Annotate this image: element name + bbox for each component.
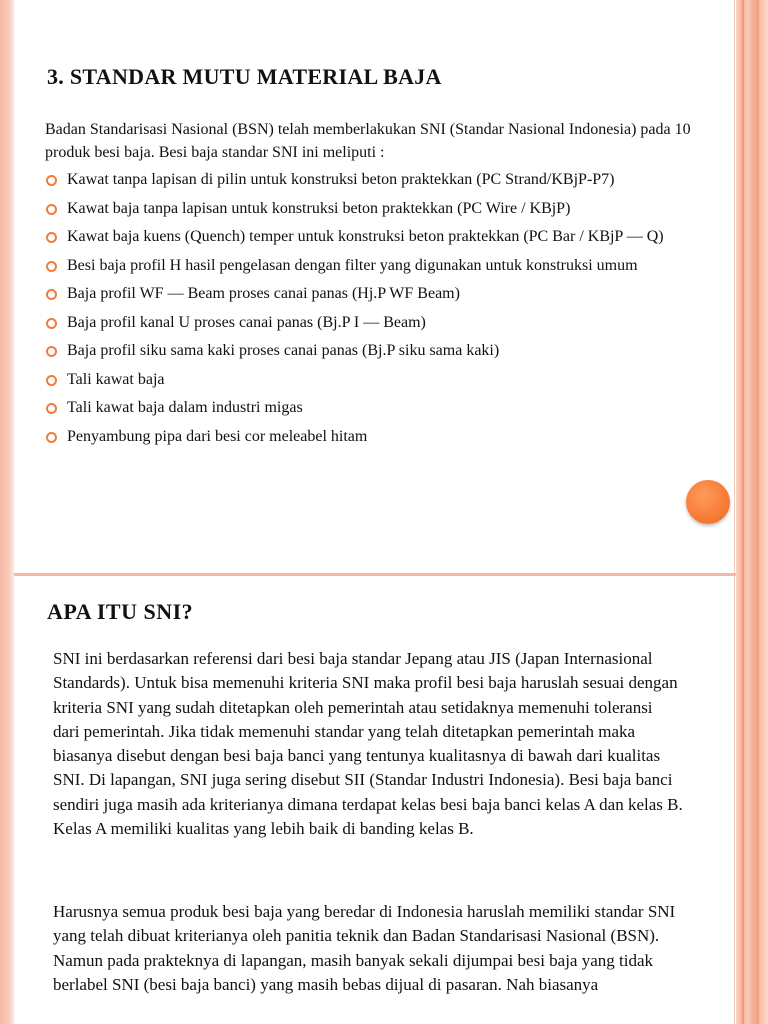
list-item-text: Kawat baja kuens (Quench) temper untuk konstruksi beton praktekkan (PC Bar / KBjP — Q)	[67, 228, 664, 245]
list-item	[45, 197, 685, 220]
right-decorative-border	[736, 0, 768, 1024]
list-item	[45, 225, 685, 248]
slide-title: 3. STANDAR MUTU MATERIAL BAJA	[47, 64, 442, 89]
list-item	[45, 368, 685, 391]
section-title: APA ITU SNI?	[47, 599, 194, 624]
list-item	[45, 168, 685, 191]
list-item-text: Baja profil siku sama kaki proses canai panas (Bj.P siku sama kaki)	[67, 342, 500, 359]
bullet-circle-icon	[46, 289, 57, 300]
bullet-circle-icon	[46, 375, 57, 386]
list-item-text: Kawat tanpa lapisan di pilin untuk konstruksi beton praktekkan (PC Strand/KBjP-P7)	[67, 171, 615, 188]
list-item	[45, 254, 685, 277]
bullet-circle-icon	[46, 232, 57, 243]
bullet-circle-icon	[46, 175, 57, 186]
list-item	[45, 425, 685, 448]
bullet-circle-icon	[46, 346, 57, 357]
list-item-text: Baja profil WF — Beam proses canai panas (Hj.P WF Beam)	[67, 285, 460, 302]
list-item	[45, 396, 685, 419]
body-paragraph: SNI ini berdasarkan referensi dari besi baja standar Jepang atau JIS (Japan Internasional Standards). Untuk bisa memenuhi kriteria SNI maka profil besi baja haruslah sesuai dengan kriteria SNI yang sudah ditetapkan oleh pemerintah atau setidaknya memenuhi toleransi dari pemerintah. Jika tidak memenuhi standar yang telah ditetapkan pemerintah maka biasanya disebut dengan besi baja banci yang tentunya kualitasnya di bawah dari kualitas SNI. Di lapangan, SNI juga sering disebut SII (Standar Industri Indonesia). Besi baja banci sendiri juga masih ada kriterianya dimana terdapat kelas besi baja banci kelas A dan kelas B. Kelas A memiliki kualitas yang lebih baik di banding kelas B.	[53, 649, 683, 839]
slide-divider	[14, 573, 736, 576]
list-item	[45, 282, 685, 305]
intro-paragraph: Badan Standarisasi Nasional (BSN) telah memberlakukan SNI (Standar Nasional Indonesia) pada 10 produk besi baja. Besi baja standar SNI ini meliputi :	[45, 121, 691, 161]
sni-products-list	[45, 168, 685, 453]
decorative-orange-circle	[686, 480, 730, 524]
list-item	[45, 311, 685, 334]
bullet-circle-icon	[46, 403, 57, 414]
list-item	[45, 339, 685, 362]
list-item-text: Kawat baja tanpa lapisan untuk konstruksi beton praktekkan (PC Wire / KBjP)	[67, 199, 571, 217]
bullet-circle-icon	[46, 432, 57, 443]
list-item-text: Tali kawat baja dalam industri migas	[67, 399, 303, 416]
bullet-circle-icon	[46, 318, 57, 329]
list-item-text: Penyambung pipa dari besi cor meleabel hitam	[67, 427, 368, 445]
inner-border-line	[734, 0, 735, 1024]
right-border-stripe	[756, 0, 759, 1024]
left-decorative-border	[0, 0, 14, 1024]
right-border-stripe	[742, 0, 744, 1024]
bullet-circle-icon	[46, 261, 57, 272]
bullet-circle-icon	[46, 204, 57, 215]
list-item-text: Baja profil kanal U proses canai panas (Bj.P I — Beam)	[67, 313, 426, 331]
list-item-text: Tali kawat baja	[67, 370, 165, 388]
body-paragraph: Harusnya semua produk besi baja yang beredar di Indonesia haruslah memiliki standar SNI yang telah dibuat kriterianya oleh panitia teknik dan Badan Standarisasi Nasional (BSN). Namun pada prakteknya di lapangan, masih banyak sekali dijumpai besi baja yang tidak berlabel SNI (besi baja banci) yang masih bebas dijual di pasaran. Nah biasanya	[53, 902, 676, 994]
list-item-text: Besi baja profil H hasil pengelasan dengan filter yang digunakan untuk konstruksi umum	[67, 256, 638, 274]
